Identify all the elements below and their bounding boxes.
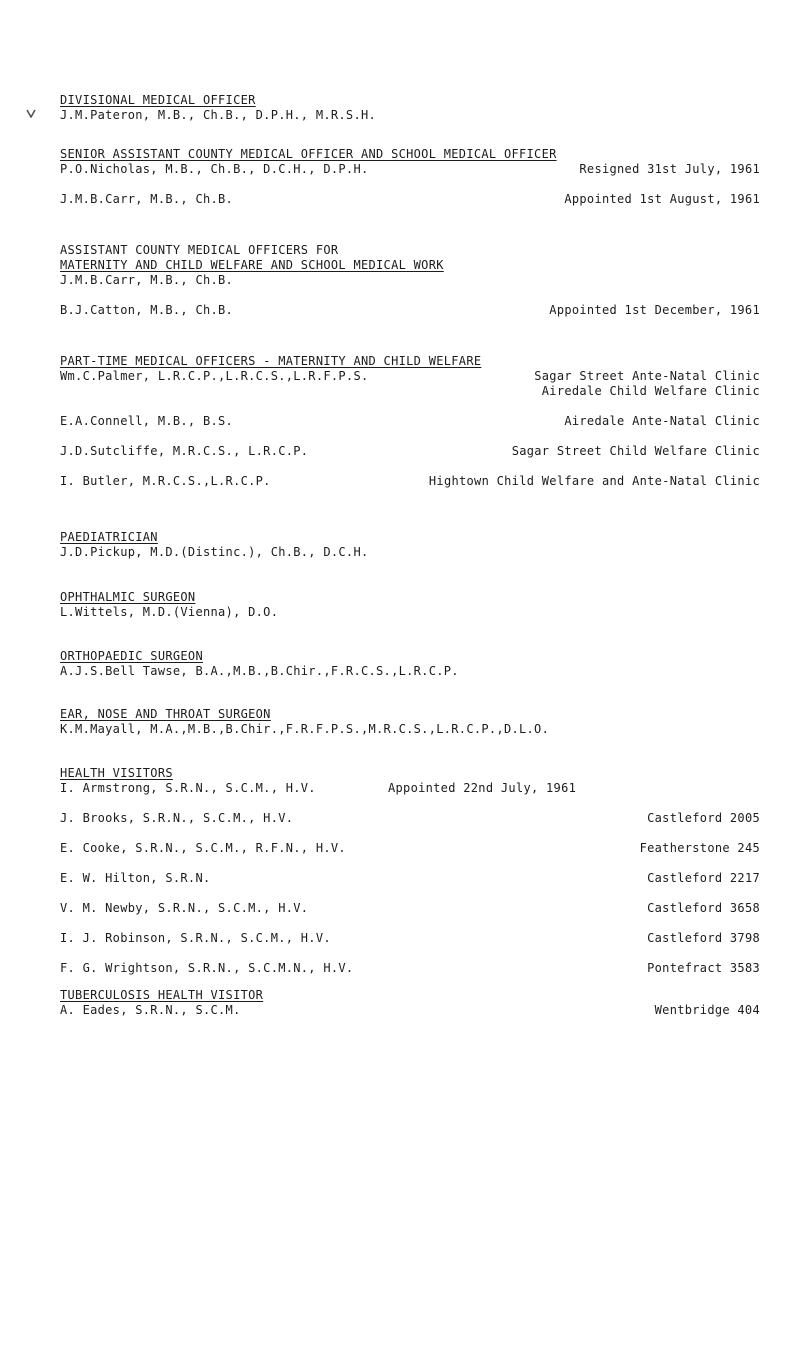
list-item	[60, 414, 760, 429]
appointment-note: Appointed 1st August, 1961	[564, 192, 760, 206]
list-item	[60, 444, 760, 459]
section-heading: DIVISIONAL MEDICAL OFFICER	[60, 93, 256, 107]
list-item	[60, 841, 760, 856]
telephone-number: Castleford 3658	[647, 901, 760, 915]
telephone-number: Wentbridge 404	[654, 1003, 760, 1017]
clinic-name: Airedale Child Welfare Clinic	[541, 384, 760, 398]
list-item	[60, 901, 760, 916]
section-heading: EAR, NOSE AND THROAT SURGEON	[60, 707, 271, 721]
list-item	[60, 303, 760, 318]
telephone-number: Castleford 2005	[647, 811, 760, 825]
officer-name: Wm.C.Palmer, L.R.C.P.,L.R.C.S.,L.R.F.P.S.	[60, 369, 369, 383]
telephone-number: Castleford 3798	[647, 931, 760, 945]
visitor-name: I. Armstrong, S.R.N., S.C.M., H.V.	[60, 781, 316, 795]
section-heading: TUBERCULOSIS HEALTH VISITOR	[60, 988, 264, 1002]
section-ent-surgeon	[60, 707, 760, 737]
list-item	[60, 192, 760, 207]
section-paediatrician	[60, 530, 760, 560]
clinic-name: Airedale Ante-Natal Clinic	[564, 414, 760, 428]
officer-name: J.D.Sutcliffe, M.R.C.S., L.R.C.P.	[60, 444, 309, 458]
section-heading: PAEDIATRICIAN	[60, 530, 158, 544]
clinic-name: Sagar Street Ante-Natal Clinic	[534, 369, 760, 383]
appointment-note: Appointed 1st December, 1961	[549, 303, 760, 317]
section-part-time-officers	[60, 354, 760, 489]
officer-name: J.M.Pateron, M.B., Ch.B., D.P.H., M.R.S.H.	[60, 108, 377, 122]
officer-name: A.J.S.Bell Tawse, B.A.,M.B.,B.Chir.,F.R.C.S.,L.R.C.P.	[60, 664, 459, 678]
appointment-note: Resigned 31st July, 1961	[579, 162, 760, 176]
officer-name: J.D.Pickup, M.D.(Distinc.), Ch.B., D.C.H.	[60, 545, 369, 559]
section-heading-line2: MATERNITY AND CHILD WELFARE AND SCHOOL MEDICAL WORK	[60, 258, 444, 272]
section-health-visitors	[60, 766, 760, 976]
telephone-number: Castleford 2217	[647, 871, 760, 885]
section-divisional-medical-officer	[60, 93, 760, 123]
section-orthopaedic-surgeon	[60, 649, 760, 679]
officer-name: L.Wittels, M.D.(Vienna), D.O.	[60, 605, 279, 619]
list-item	[60, 162, 760, 177]
visitor-name: J. Brooks, S.R.N., S.C.M., H.V.	[60, 811, 294, 825]
section-ophthalmic-surgeon	[60, 590, 760, 620]
visitor-name: I. J. Robinson, S.R.N., S.C.M., H.V.	[60, 931, 331, 945]
visitor-name: F. G. Wrightson, S.R.N., S.C.M.N., H.V.	[60, 961, 354, 975]
list-item	[60, 781, 760, 796]
margin-mark-icon	[26, 108, 36, 118]
appointment-note: Appointed 22nd July, 1961	[388, 781, 577, 795]
visitor-name: V. M. Newby, S.R.N., S.C.M., H.V.	[60, 901, 309, 915]
list-item	[60, 369, 760, 384]
list-item	[60, 474, 760, 489]
section-heading: OPHTHALMIC SURGEON	[60, 590, 196, 604]
section-senior-assistant	[60, 147, 760, 207]
clinic-name: Sagar Street Child Welfare Clinic	[511, 444, 760, 458]
section-heading: ORTHOPAEDIC SURGEON	[60, 649, 203, 663]
list-item	[60, 811, 760, 826]
list-item	[60, 931, 760, 946]
section-tuberculosis-health-visitor	[60, 988, 760, 1018]
visitor-name: E. Cooke, S.R.N., S.C.M., R.F.N., H.V.	[60, 841, 346, 855]
list-item	[60, 961, 760, 976]
clinic-name: Hightown Child Welfare and Ante-Natal Clinic	[428, 474, 760, 488]
officer-name: J.M.B.Carr, M.B., Ch.B.	[60, 192, 234, 206]
section-heading: PART-TIME MEDICAL OFFICERS - MATERNITY AND CHILD WELFARE	[60, 354, 482, 368]
section-heading: HEALTH VISITORS	[60, 766, 173, 780]
officer-name: I. Butler, M.R.C.S.,L.R.C.P.	[60, 474, 271, 488]
officer-name: B.J.Catton, M.B., Ch.B.	[60, 303, 234, 317]
section-heading-line1: ASSISTANT COUNTY MEDICAL OFFICERS FOR	[60, 243, 339, 257]
list-item-continuation	[60, 384, 760, 399]
section-heading: SENIOR ASSISTANT COUNTY MEDICAL OFFICER AND SCHOOL MEDICAL OFFICER	[60, 147, 557, 161]
visitor-name: E. W. Hilton, S.R.N.	[60, 871, 211, 885]
visitor-name: A. Eades, S.R.N., S.C.M.	[60, 1003, 241, 1017]
officer-name: J.M.B.Carr, M.B., Ch.B.	[60, 273, 234, 287]
telephone-number: Pontefract 3583	[647, 961, 760, 975]
telephone-number: Featherstone 245	[639, 841, 760, 855]
officer-name: K.M.Mayall, M.A.,M.B.,B.Chir.,F.R.F.P.S.,M.R.C.S.,L.R.C.P.,D.L.O.	[60, 722, 550, 736]
section-assistant-medical-officers	[60, 243, 760, 318]
list-item	[60, 273, 760, 288]
officer-name: P.O.Nicholas, M.B., Ch.B., D.C.H., D.P.H.	[60, 162, 369, 176]
officer-name: E.A.Connell, M.B., B.S.	[60, 414, 234, 428]
list-item	[60, 871, 760, 886]
list-item	[60, 1003, 760, 1018]
